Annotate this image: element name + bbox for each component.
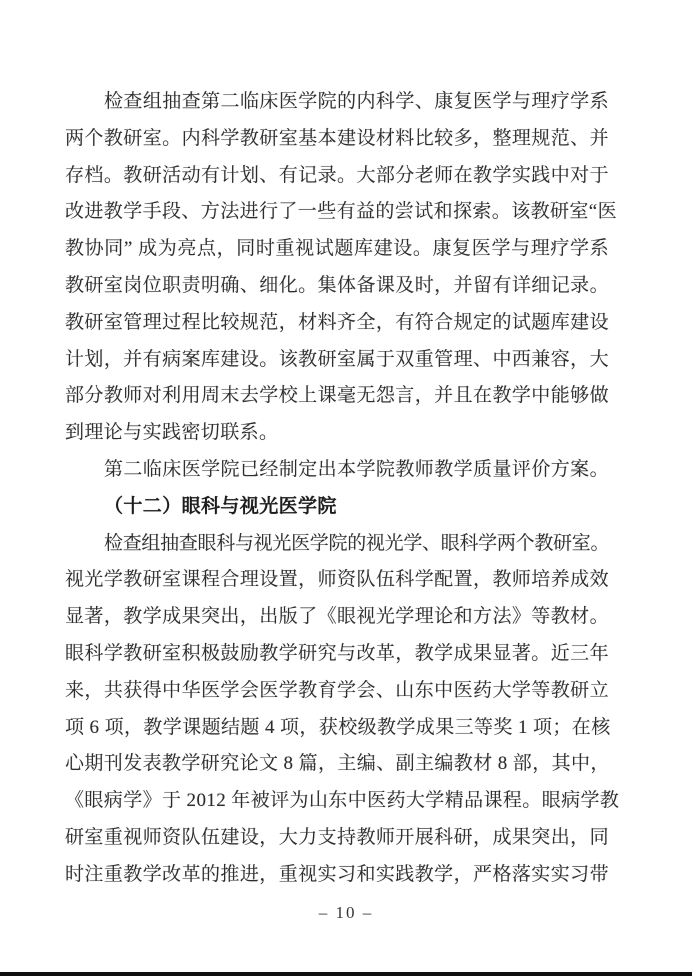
text-line: 存档。教研活动有计划、有记录。大部分老师在教学实践中对于 bbox=[65, 164, 609, 186]
text-line: 视光学教研室课程合理设置，师资队伍科学配置，教师培养成效 bbox=[65, 569, 609, 591]
text-line: 眼科学教研室积极鼓励教学研究与改革，教学成果显著。近三年 bbox=[65, 642, 609, 664]
text-line: 检查组抽查第二临床医学院的内科学、康复医学与理疗学系 bbox=[104, 91, 609, 112]
text-line: 心期刊发表教学研究论文 8 篇，主编、副主编教材 8 部，其中， bbox=[65, 753, 610, 775]
text-line: 《眼病学》于 2012 年被评为山东中医药大学精品课程。眼病学教 bbox=[65, 790, 620, 812]
page-number: – 10 – bbox=[318, 903, 374, 922]
text-line: 研室重视师资队伍建设，大力支持教师开展科研，成果突出，同 bbox=[65, 826, 609, 848]
text-line: 项 6 项，教学课题结题 4 项，获校级教学成果三等奖 1 项；在核 bbox=[65, 716, 611, 738]
text-line: 第二临床医学院已经制定出本学院教师教学质量评价方案。 bbox=[104, 458, 609, 480]
text-line: 检查组抽查眼科与视光医学院的视光学、眼科学两个教研室。 bbox=[104, 532, 609, 554]
text-line: 两个教研室。内科学教研室基本建设材料比较多，整理规范、并 bbox=[65, 127, 609, 149]
text-line: 显著，教学成果突出，出版了《眼视光学理论和方法》等教材。 bbox=[65, 606, 609, 628]
text-line: 来，共获得中华医学会医学教育学会、山东中医药大学等教研立 bbox=[65, 679, 609, 701]
document-body bbox=[65, 84, 620, 894]
text-line: 改进教学手段、方法进行了一些有益的尝试和探索。该教研室“医 bbox=[65, 201, 618, 223]
text-line: 教研室管理过程比较规范，材料齐全，有符合规定的试题库建设 bbox=[65, 311, 609, 333]
text-line: 教研室岗位职责明确、细化。集体备课及时，并留有详细记录。 bbox=[65, 274, 609, 296]
text-line: 到理论与实践密切联系。 bbox=[65, 422, 279, 444]
text-line: 计划，并有病案库建设。该教研室属于双重管理、中西兼容，大 bbox=[65, 348, 609, 370]
text-line: 教协同” 成为亮点，同时重视试题库建设。康复医学与理疗学系 bbox=[65, 238, 609, 260]
scan-edge-artifact bbox=[0, 972, 692, 976]
text-line: 时注重教学改革的推进，重视实习和实践教学，严格落实实习带 bbox=[65, 863, 609, 885]
text-line: 部分教师对利用周末去学校上课毫无怨言，并且在教学中能够做 bbox=[65, 385, 609, 407]
section-heading: （十二）眼科与视光医学院 bbox=[104, 495, 337, 517]
